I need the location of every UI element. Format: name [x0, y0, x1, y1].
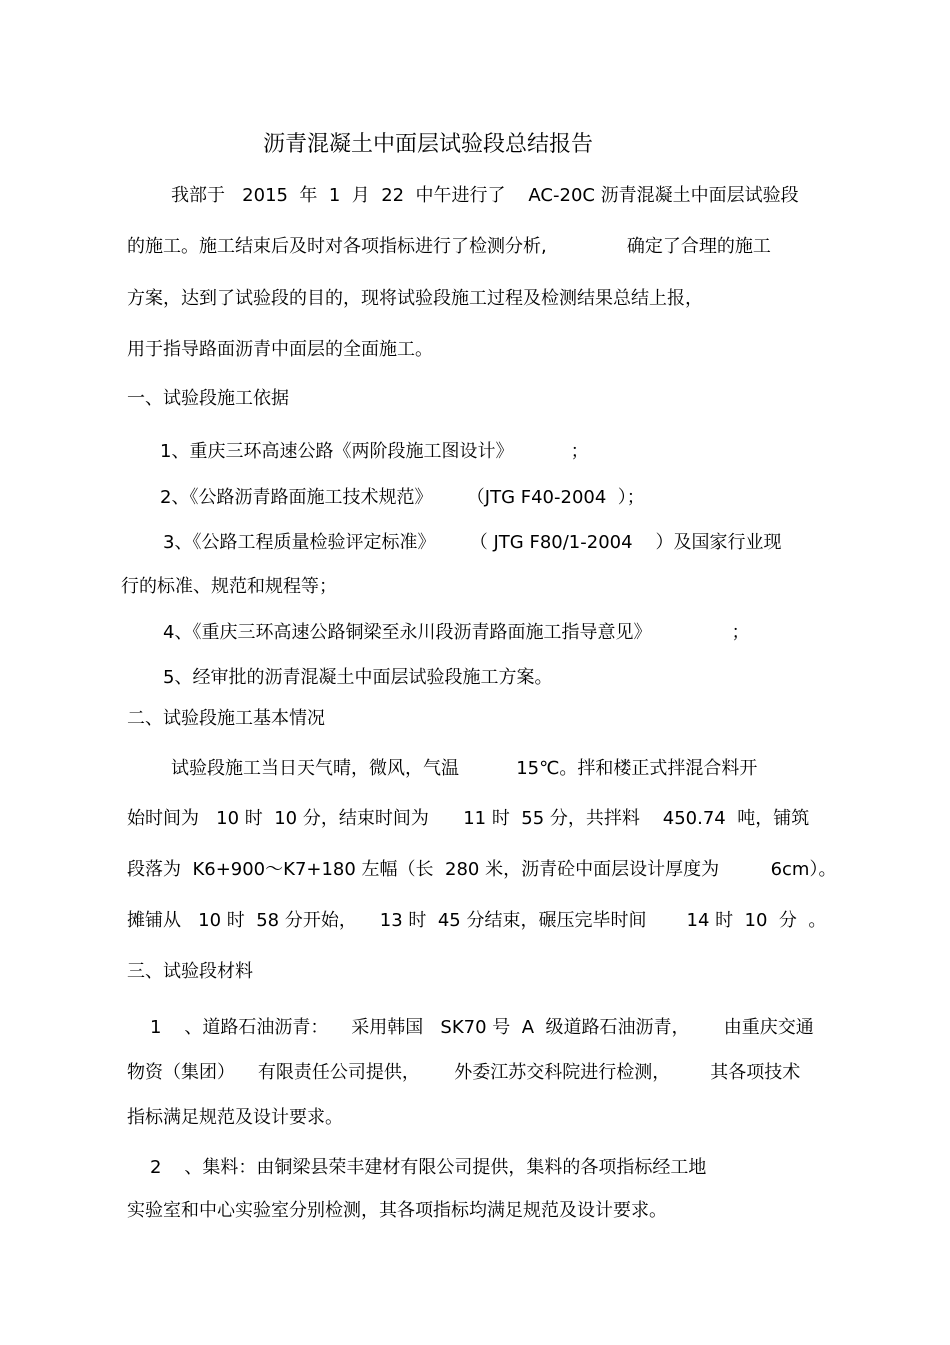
materials-line-5: 实验室和中心实验室分别检测，其各项指标均满足规范及设计要求。 [127, 1200, 667, 1221]
materials-line-2: 物资（集团） 有限责任公司提供， 外委江苏交科院进行检测， 其各项技术 [127, 1062, 801, 1083]
conditions-line-1: 试验段施工当日天气晴，微风，气温 15℃。拌和楼正式拌混合料开 [171, 758, 758, 779]
basis-item-2: 2、《公路沥青路面施工技术规范》 （JTG F40-2004 ）； [160, 487, 645, 508]
conditions-line-2: 始时间为 10 时 10 分，结束时间为 11 时 55 分，共拌料 450.74 吨，铺筑 [127, 808, 810, 829]
basis-item-3: 3、《公路工程质量检验评定标准》 （ JTG F80/1-2004 ）及国家行业现 [163, 532, 782, 553]
basis-item-3-cont: 行的标准、规范和规程等； [121, 576, 337, 597]
conditions-line-4: 摊铺从 10 时 58 分开始， 13 时 45 分结束，碾压完毕时间 14 时 10 分 。 [127, 910, 827, 931]
section-1-heading: 一、试验段施工依据 [127, 388, 289, 409]
intro-line-1: 我部于 2015 年 1 月 22 中午进行了 AC-20C 沥青混凝土中面层试验段 [171, 185, 799, 206]
intro-line-2: 的施工。施工结束后及时对各项指标进行了检测分析, 确定了合理的施工 [127, 236, 771, 257]
materials-line-1: 1 、道路石油沥青： 采用韩国 SK70 号 A 级道路石油沥青， 由重庆交通 [150, 1017, 814, 1038]
materials-line-3: 指标满足规范及设计要求。 [127, 1107, 343, 1128]
materials-line-4: 2 、集料：由铜梁县荣丰建材有限公司提供，集料的各项指标经工地 [150, 1157, 707, 1178]
section-3-heading: 三、试验段材料 [127, 961, 253, 982]
basis-item-5: 5、经审批的沥青混凝土中面层试验段施工方案。 [163, 667, 553, 688]
basis-item-4: 4、《重庆三环高速公路铜梁至永川段沥青路面施工指导意见》 ； [163, 622, 750, 643]
document-title: 沥青混凝土中面层试验段总结报告 [263, 132, 594, 157]
intro-line-3: 方案，达到了试验段的目的，现将试验段施工过程及检测结果总结上报， [127, 288, 703, 309]
intro-line-4: 用于指导路面沥青中面层的全面施工。 [127, 339, 433, 360]
section-2-heading: 二、试验段施工基本情况 [127, 708, 325, 729]
conditions-line-3: 段落为 K6+900～K7+180 左幅（长 280 米，沥青砼中面层设计厚度为 6cm）。 [127, 859, 837, 880]
basis-item-1: 1、重庆三环高速公路《两阶段施工图设计》 ； [160, 441, 589, 462]
